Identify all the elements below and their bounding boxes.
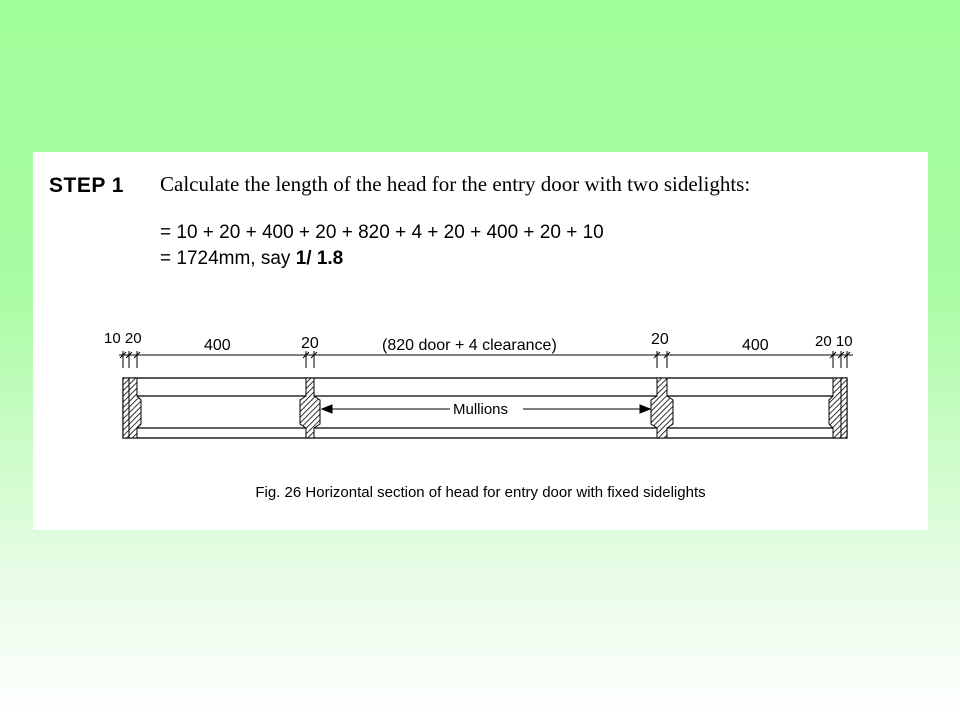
- formula-line-1: = 10 + 20 + 400 + 20 + 820 + 4 + 20 + 400 + 20 + 10: [160, 222, 604, 243]
- dim-label-10-20: 10 20: [104, 330, 142, 347]
- dim-label-400-right: 400: [742, 337, 769, 354]
- dim-label-20-mid-left: 20: [301, 335, 319, 352]
- dim-label-400-left: 400: [204, 337, 231, 354]
- formula-answer: 1/ 1.8: [295, 248, 344, 269]
- right-jamb-outer: [841, 378, 847, 438]
- figure-caption: Fig. 26 Horizontal section of head for entry door with fixed sidelights: [255, 484, 706, 501]
- left-jamb-outer: [123, 378, 129, 438]
- mullions-label: Mullions: [453, 401, 509, 418]
- step-label: STEP 1: [49, 174, 124, 197]
- dim-label-door: (820 door + 4 clearance): [382, 337, 557, 354]
- content-panel: [33, 152, 928, 530]
- head-section-diagram: [33, 152, 928, 530]
- dim-label-20-mid-right: 20: [651, 331, 669, 348]
- formula-result: = 1724mm, say: [160, 248, 296, 269]
- dim-label-20-10: 20 10: [815, 333, 853, 350]
- step-instruction: Calculate the length of the head for the entry door with two sidelights:: [160, 172, 751, 196]
